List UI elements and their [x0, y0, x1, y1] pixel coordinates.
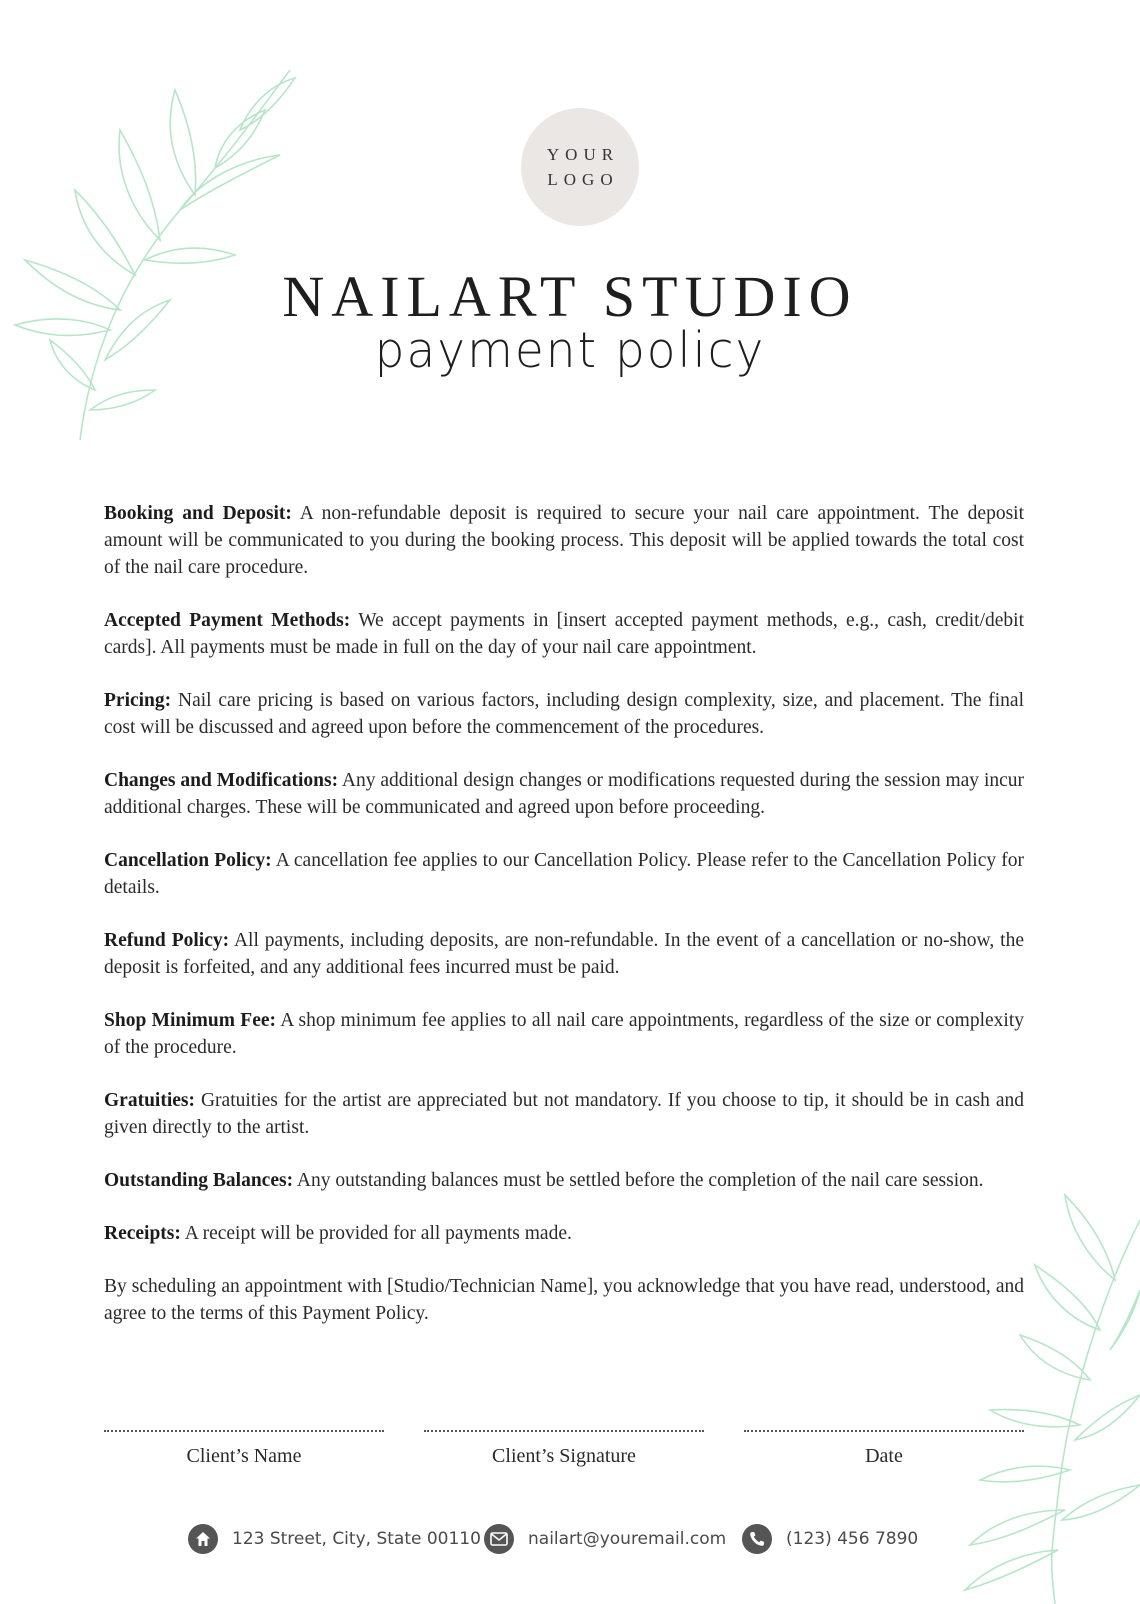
policy-changes: [104, 767, 1024, 821]
footer-address: [188, 1522, 481, 1556]
envelope-icon: [484, 1524, 514, 1554]
policy-booking-deposit: [104, 500, 1024, 581]
policy-shop-minimum: [104, 1007, 1024, 1061]
page-subtitle: payment policy: [374, 321, 766, 380]
footer-phone: [742, 1522, 918, 1556]
logo-placeholder: [521, 108, 639, 226]
policy-text: A non-refundable deposit is required to secure your nail care appointment. The deposit amount will be communicated to you during the booking process. This deposit will be applied towards the total cost of the nail care procedure.: [104, 503, 1024, 578]
policy-text: Nail care pricing is based on various factors, including design complexity, size, and placement. The final cost will be discussed and agreed upon before the commencement of the procedures.: [104, 690, 1024, 738]
logo-text-line1: YOUR: [546, 145, 620, 164]
phone-icon: [742, 1524, 772, 1554]
policy-receipts: [104, 1220, 1024, 1247]
policy-heading: Pricing:: [104, 690, 172, 711]
client-name-label: Client’s Name: [186, 1445, 302, 1467]
leaf-branch-top-decoration: [10, 60, 300, 450]
policy-heading: Gratuities:: [104, 1090, 195, 1111]
phone-text[interactable]: (123) 456 7890: [786, 1529, 919, 1549]
policy-text: A shop minimum fee applies to all nail care appointments, regardless of the size or complexity of the procedure.: [104, 1010, 1024, 1058]
address-text: 123 Street, City, State 00110: [232, 1529, 481, 1549]
policy-text: We accept payments in [insert accepted payment methods, e.g., cash, credit/debit cards]. All payments must be made in full on the day of your nail care appointment.: [104, 610, 1024, 658]
policy-heading: Accepted Payment Methods:: [104, 610, 351, 631]
policy-text: A receipt will be provided for all payments made.: [180, 1223, 572, 1244]
policy-cancellation: [104, 847, 1024, 901]
policy-gratuities: [104, 1087, 1024, 1141]
policy-payment-methods: [104, 607, 1024, 661]
home-icon: [188, 1524, 218, 1554]
policy-heading: Cancellation Policy:: [104, 850, 272, 871]
closing-statement: By scheduling an appointment with [Studio/Technician Name], you acknowledge that you have read, understood, and agree to the terms of this Payment Policy.: [104, 1276, 1024, 1324]
policy-text: All payments, including deposits, are non-refundable. In the event of a cancellation or no-show, the deposit is forfeited, and any additional fees incurred must be paid.: [104, 930, 1024, 978]
client-signature-line[interactable]: [424, 1430, 704, 1432]
client-signature-label: Client’s Signature: [492, 1445, 636, 1467]
policy-heading: Outstanding Balances:: [104, 1170, 294, 1191]
policy-outstanding: [104, 1167, 1024, 1194]
policy-heading: Receipts:: [104, 1223, 181, 1244]
logo-text-line2: LOGO: [547, 170, 619, 189]
client-name-line[interactable]: [104, 1430, 384, 1432]
policy-text: A cancellation fee applies to our Cancellation Policy. Please refer to the Cancellation Policy for details.: [104, 850, 1024, 898]
page-title: NAILART STUDIO: [282, 264, 858, 329]
policy-refund: [104, 927, 1024, 981]
policy-text: Any additional design changes or modifications requested during the session may incur additional charges. These will be communicated and agreed upon before proceeding.: [104, 770, 1025, 818]
policy-content: [104, 500, 1024, 1353]
policy-heading: Changes and Modifications:: [104, 770, 339, 791]
policy-heading: Shop Minimum Fee:: [104, 1010, 276, 1031]
date-label: Date: [865, 1445, 903, 1467]
policy-heading: Booking and Deposit:: [104, 503, 292, 524]
email-text[interactable]: nailart@youremail.com: [528, 1529, 727, 1549]
policy-text: Gratuities for the artist are appreciated but not mandatory. If you choose to tip, it should be in cash and given directly to the artist.: [104, 1090, 1024, 1138]
policy-pricing: [104, 687, 1024, 741]
date-line[interactable]: [744, 1430, 1024, 1432]
policy-heading: Refund Policy:: [104, 930, 230, 951]
policy-text: Any outstanding balances must be settled before the completion of the nail care session.: [293, 1170, 984, 1191]
footer-email: [484, 1522, 726, 1556]
